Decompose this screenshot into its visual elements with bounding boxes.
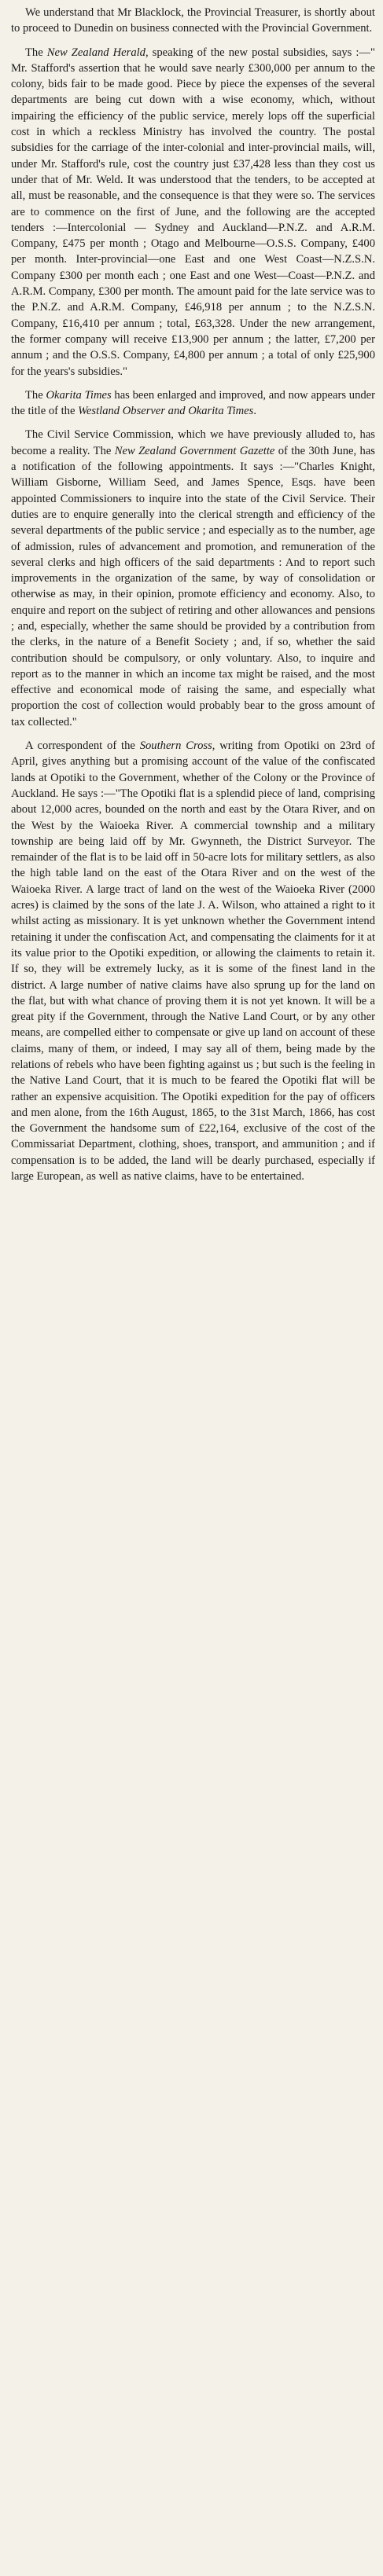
text-run: . xyxy=(253,405,256,418)
text-run: A correspondent of the xyxy=(25,739,140,753)
paragraph-okarita-times xyxy=(11,387,375,420)
text-run: The xyxy=(25,46,47,59)
paragraph-blacklock xyxy=(11,5,375,37)
text-run: The xyxy=(25,388,46,402)
italic-title-run: Okarita Times xyxy=(46,388,112,402)
text-run: We understand that Mr Blacklock, the Provincial Treasurer, is shortly about to proceed to Dunedin on business connected with the Provincial Government. xyxy=(11,6,375,35)
italic-title-run: Westland Observer and Okarita Times xyxy=(78,405,254,418)
text-run: The Civil Service Commission, which we have previously alluded to, has become a reality. The xyxy=(11,428,375,457)
paragraph-civil-service xyxy=(11,427,375,730)
paragraph-postal-subsidies xyxy=(11,45,375,380)
text-run: of the 30th June, has a notification of the following appointments. It says :—"Charles Knight, William Gisborne, William Seed, and James Spence, Esqs. have been appointed Commissioners to inquire into the state of the Civil Service. Their duties are to enquire generally into the clerical strength and efficiency of the several departments of the public service ; and especially as to the number, age of admission, rules of advancement and promotion, and remuneration of the several clerks and high officers of the said departments : And to report such improvements in the organization of the same, by way of consolidation or otherwise as may, in their opinion, promote efficiency and economy. Also, to enquire and report on the subject of retiring and other allowances and pensions ; and, especially, whether the same should be provided by a contribution from the clerks, in the nature of a Benefit Society ; and, if so, whether the said contribution should be compulsory, or only voluntary. Also, to inquire and report as to the manner in which an income tax might be raised, and the most effective and economical mode of raising the same, and especially what proportion the cost of collection would probably bear to the gross amount of tax collected." xyxy=(11,444,375,728)
italic-title-run: New Zealand Government Gazette xyxy=(114,444,275,457)
text-run: , speaking of the new postal subsidies, says :—" Mr. Stafford's assertion that he would save nearly £300,000 per annum to the colony, bids fair to be made good. Piece by piece the expenses of the several departments are being cut down with a wise economy, which, without impairing the efficiency of the public service, merely lops off the superficial cost in which a reckless Ministry has involved the country. The postal subsidies for the carriage of the inter-colonial and inter-provincial mails, will, under Mr. Stafford's rule, cost the country just £37,428 less than they cost us under that of Mr. Weld. It was understood that the tenders, to be accepted at all, must be reasonable, and the consequence is that they were so. The services are to commence on the first of June, and the following are the accepted tenders :—Intercolonial — Sydney and Auckland—P.N.Z. and A.R.M. Company, £475 per month ; Otago and Melbourne—O.S.S. Company, £400 per month. Inter-provincial—one East and one West Coast—N.Z.S.N. Company £300 per month each ; one East and one West—Coast—P.N.Z. and A.R.M. Company, £300 per month. The amount paid for the late service was to the P.N.Z. and A.R.M. Company, £46,918 per annum ; to the N.Z.S.N. Company, £16,410 per annum ; total, £63,328. Under the new arrangement, the former company will receive £13,900 per annum ; the latter, £7,200 per annum ; and the O.S.S. Company, £4,800 per annum ; a total of only £25,900 for the years's subsidies." xyxy=(11,46,375,378)
text-run: has been enlarged and improved, and now appears under the title of the xyxy=(11,388,375,418)
paragraph-opotiki-lands xyxy=(11,738,375,1184)
italic-title-run: New Zealand Herald xyxy=(46,46,145,59)
text-run: , writing from Opotiki on 23rd of April, gives anything but a promising account of the value of the confiscated lands at Opotiki to the Government, whether of the Colony or the Province of Auckland. He says :—"The Opotiki flat is a splendid piece of land, comprising about 12,000 acres, bounded on the north and east by the Otara River, and on the West by the Waioeka River. A commercial township and a military township are being laid off by Mr. Gwynneth, the District Surveyor. The remainder of the flat is to be laid off in 50-acre lots for military settlers, as also the high table land on the east of the Otara River and on the west of the Waioeka River. A large tract of land on the west of the Waioeka River (2000 acres) is claimed by the sons of the late J. A. Wilson, who attained a right to it whilst acting as missionary. It is yet unknown whether the Government intend retaining it under the confiscation Act, and compensating the claiments for it at its value prior to the Opotiki expedition, or allowing the claiments to retain it. If so, they will be extremely lucky, as it is some of the finest land in the district. A large number of native claims have also sprung up for the land on the flat, but with what chance of proving them it is not yet known. It will be a great pity if the Government, through the Native Land Court, or by any other means, are compelled either to compensate or give up land on account of these claims, many of them, or indeed, I may say all of them, being made by the relations of rebels who have been fighting against us ; but such is the feeling in the Native Land Court, that it is much to be feared the Opotiki flat will be rather an expensive acquisition. The Opotiki expedition for the pay of officers and men alone, from the 16th August, 1865, to the 31st March, 1866, has cost the Government the handsome sum of £22,164, exclusive of the cost of the Commissariat Department, clothing, shoes, transport, and ammunition ; and if compensation is to be added, the land will be dearly purchased, especially if large European, as well as native claims, have to be entertained. xyxy=(11,739,375,1183)
italic-title-run: Southern Cross xyxy=(139,739,212,753)
